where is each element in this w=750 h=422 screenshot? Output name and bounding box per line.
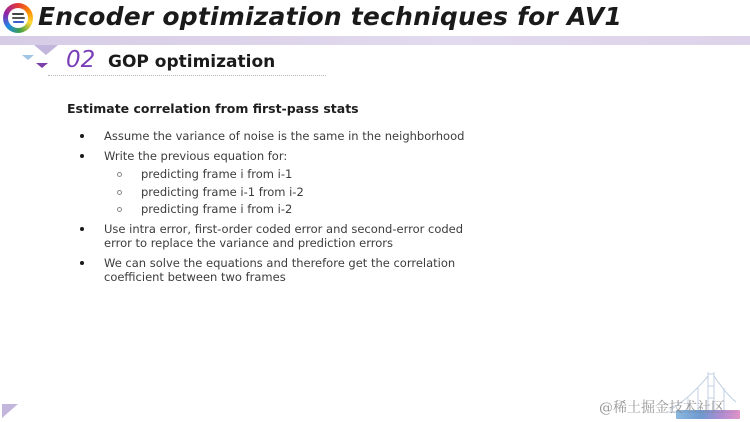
corner-triangle-icon	[2, 404, 18, 418]
section-title: GOP optimization	[108, 52, 276, 72]
content-heading: Estimate correlation from first-pass stats	[67, 101, 359, 116]
watermark-text: @稀土掘金技术社区	[599, 400, 725, 416]
slide-content	[67, 101, 487, 290]
section-number: 02	[66, 47, 96, 73]
triangle-decoration-icon	[34, 45, 58, 55]
blue-triangle-icon	[22, 55, 34, 60]
bullet-item	[67, 256, 487, 285]
title-underline-bar	[0, 36, 750, 45]
logo-text-line	[12, 17, 25, 19]
section-dotted-divider	[48, 75, 326, 76]
bullet-text: Write the previous equation for:	[104, 148, 288, 163]
sub-bullet-item: predicting frame i from i-2	[104, 202, 487, 217]
bullet-text: Use intra error, first-order coded error and second-error coded error to replace the variance and prediction errors	[104, 221, 464, 250]
slide-title: Encoder optimization techniques for AV1	[38, 2, 622, 31]
bullet-item	[67, 129, 487, 144]
logo-text-line	[12, 13, 24, 15]
sub-bullet-list	[104, 167, 487, 217]
sub-bullet-item: predicting frame i from i-1	[104, 167, 487, 182]
bullet-text: We can solve the equations and therefore get the correlation coefficient between two frames	[104, 255, 456, 284]
bullet-item	[67, 222, 487, 251]
conference-logo	[3, 3, 33, 33]
sub-bullet-item: predicting frame i-1 from i-2	[104, 185, 487, 200]
bullet-item	[67, 149, 487, 217]
bullet-text: Assume the variance of noise is the same in the neighborhood	[104, 129, 465, 143]
logo-mark	[8, 8, 28, 28]
bullet-list	[67, 129, 487, 285]
purple-triangle-icon	[36, 63, 48, 68]
logo-text-line	[13, 21, 24, 23]
